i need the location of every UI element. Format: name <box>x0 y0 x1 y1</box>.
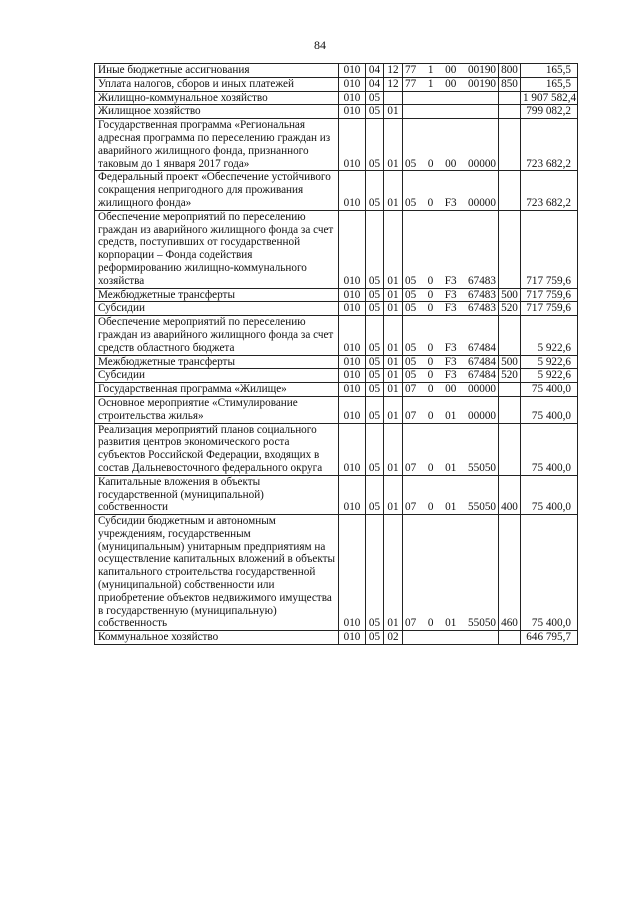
target-code-part: 55050 <box>468 461 496 474</box>
target-code-part: 55050 <box>468 617 496 630</box>
target-code-part: 00000 <box>468 383 496 396</box>
subsection-code: 01 <box>384 171 403 210</box>
target-article-code <box>403 631 499 645</box>
expense-type-code: 400 <box>499 475 521 514</box>
admin-code: 010 <box>339 77 366 91</box>
target-code-part: 0 <box>427 302 434 315</box>
section-code: 05 <box>366 423 384 475</box>
section-code: 05 <box>366 302 384 316</box>
subsection-code: 01 <box>384 105 403 119</box>
target-code-part: 0 <box>427 274 434 287</box>
target-article-code <box>403 105 499 119</box>
subsection-code: 01 <box>384 475 403 514</box>
target-code-part: 0 <box>427 288 434 301</box>
table-row <box>95 64 578 78</box>
target-code-part: 05 <box>405 157 417 170</box>
target-code-part: 00000 <box>468 196 496 209</box>
row-name: Обеспечение мероприятий по переселению граждан из аварийного жилищного фонда за счет средств, поступивших от государственной корпорации – Фонда содействия реформированию жилищно-коммунального хозяйства <box>95 210 339 288</box>
admin-code: 010 <box>339 288 366 302</box>
amount: 165,5 <box>521 64 578 78</box>
target-article-code <box>403 316 499 355</box>
expense-type-code <box>499 316 521 355</box>
amount: 799 082,2 <box>521 105 578 119</box>
amount: 717 759,6 <box>521 302 578 316</box>
section-code: 05 <box>366 288 384 302</box>
row-name: Жилищно-коммунальное хозяйство <box>95 91 339 105</box>
target-code-part: 01 <box>445 501 457 514</box>
target-article-code <box>403 355 499 369</box>
target-code-part: 01 <box>445 461 457 474</box>
amount: 646 795,7 <box>521 631 578 645</box>
target-code-part: 00000 <box>468 409 496 422</box>
table-row <box>95 77 578 91</box>
row-name: Субсидии <box>95 302 339 316</box>
target-code-part: 0 <box>427 501 434 514</box>
subsection-code: 01 <box>384 515 403 631</box>
amount: 165,5 <box>521 77 578 91</box>
target-article-code <box>403 119 499 171</box>
target-code-part: F3 <box>444 196 457 209</box>
amount: 75 400,0 <box>521 383 578 397</box>
target-code-part: 0 <box>427 383 434 396</box>
subsection-code: 12 <box>384 77 403 91</box>
table-row <box>95 210 578 288</box>
table-row <box>95 631 578 645</box>
expense-type-code <box>499 423 521 475</box>
target-code-part: 00 <box>445 383 457 396</box>
table-row <box>95 396 578 423</box>
subsection-code: 01 <box>384 355 403 369</box>
amount: 75 400,0 <box>521 423 578 475</box>
row-name: Государственная программа «Жилище» <box>95 383 339 397</box>
expense-type-code <box>499 396 521 423</box>
target-article-code <box>403 383 499 397</box>
admin-code: 010 <box>339 105 366 119</box>
row-name: Субсидии бюджетным и автономным учреждениям, государственным (муниципальным) унитарным предприятиям на осуществление капитальных вложений в объекты капитального строительства государственной (муниципальной) собственности или приобретение объектов недвижимого имущества в государственную (муниципальную) собственность <box>95 515 339 631</box>
table-row <box>95 91 578 105</box>
target-code-part: 07 <box>405 617 417 630</box>
target-code-part: 01 <box>445 617 457 630</box>
amount: 75 400,0 <box>521 396 578 423</box>
table-row <box>95 171 578 210</box>
row-name: Капитальные вложения в объекты государственной (муниципальной) собственности <box>95 475 339 514</box>
section-code: 05 <box>366 119 384 171</box>
subsection-code: 01 <box>384 210 403 288</box>
table-row <box>95 369 578 383</box>
target-article-code <box>403 396 499 423</box>
target-code-part: 0 <box>427 617 434 630</box>
admin-code: 010 <box>339 631 366 645</box>
admin-code: 010 <box>339 515 366 631</box>
table-row <box>95 316 578 355</box>
target-code-part: 00 <box>445 77 457 90</box>
amount: 75 400,0 <box>521 515 578 631</box>
amount: 5 922,6 <box>521 316 578 355</box>
amount: 723 682,2 <box>521 171 578 210</box>
target-code-part: 00000 <box>468 157 496 170</box>
row-name: Реализация мероприятий планов социального развития центров экономического роста субъектов Российской Федерации, входящих в состав Дальневосточного федерального округа <box>95 423 339 475</box>
section-code: 05 <box>366 105 384 119</box>
target-code-part: 1 <box>427 64 434 76</box>
row-name: Жилищное хозяйство <box>95 105 339 119</box>
target-code-part: 67484 <box>468 341 496 354</box>
target-code-part: 05 <box>405 341 417 354</box>
subsection-code <box>384 91 403 105</box>
expense-type-code <box>499 119 521 171</box>
target-code-part: 05 <box>405 369 417 382</box>
target-code-part: 05 <box>405 196 417 209</box>
admin-code: 010 <box>339 355 366 369</box>
row-name: Государственная программа «Региональная адресная программа по переселению граждан из аварийного жилищного фонда, признанного таковым до 1 января 2017 года» <box>95 119 339 171</box>
admin-code: 010 <box>339 210 366 288</box>
subsection-code: 01 <box>384 396 403 423</box>
section-code: 05 <box>366 316 384 355</box>
admin-code: 010 <box>339 369 366 383</box>
target-code-part: 05 <box>405 274 417 287</box>
target-code-part: 00190 <box>468 77 496 90</box>
expense-type-code <box>499 383 521 397</box>
target-code-part: 05 <box>405 288 417 301</box>
target-code-part: 67484 <box>468 355 496 368</box>
amount: 1 907 582,4 <box>521 91 578 105</box>
target-article-code <box>403 77 499 91</box>
expense-type-code: 500 <box>499 355 521 369</box>
target-code-part: 0 <box>427 196 434 209</box>
budget-table <box>94 63 578 645</box>
table-row <box>95 515 578 631</box>
target-code-part: 00 <box>445 157 457 170</box>
expense-type-code <box>499 210 521 288</box>
expense-type-code <box>499 105 521 119</box>
section-code: 05 <box>366 383 384 397</box>
amount: 75 400,0 <box>521 475 578 514</box>
table-row <box>95 475 578 514</box>
target-code-part: 0 <box>427 461 434 474</box>
section-code: 05 <box>366 210 384 288</box>
subsection-code: 01 <box>384 316 403 355</box>
row-name: Федеральный проект «Обеспечение устойчивого сокращения непригодного для проживания жилищного фонда» <box>95 171 339 210</box>
target-article-code <box>403 475 499 514</box>
row-name: Межбюджетные трансферты <box>95 288 339 302</box>
row-name: Уплата налогов, сборов и иных платежей <box>95 77 339 91</box>
row-name: Обеспечение мероприятий по переселению граждан из аварийного жилищного фонда за счет средств областного бюджета <box>95 316 339 355</box>
row-name: Основное мероприятие «Стимулирование строительства жилья» <box>95 396 339 423</box>
expense-type-code: 520 <box>499 302 521 316</box>
target-code-part: 07 <box>405 461 417 474</box>
admin-code: 010 <box>339 383 366 397</box>
expense-type-code <box>499 171 521 210</box>
amount: 5 922,6 <box>521 355 578 369</box>
expense-type-code: 800 <box>499 64 521 78</box>
admin-code: 010 <box>339 316 366 355</box>
subsection-code: 01 <box>384 383 403 397</box>
target-code-part: 07 <box>405 383 417 396</box>
expense-type-code: 460 <box>499 515 521 631</box>
target-code-part: F3 <box>444 341 457 354</box>
target-code-part: F3 <box>444 274 457 287</box>
target-code-part: 1 <box>427 77 434 90</box>
section-code: 05 <box>366 91 384 105</box>
target-article-code <box>403 369 499 383</box>
subsection-code: 02 <box>384 631 403 645</box>
table-row <box>95 355 578 369</box>
expense-type-code: 500 <box>499 288 521 302</box>
target-article-code <box>403 91 499 105</box>
row-name: Коммунальное хозяйство <box>95 631 339 645</box>
target-code-part: 05 <box>405 302 417 315</box>
table-row <box>95 105 578 119</box>
target-code-part: 67483 <box>468 302 496 315</box>
target-code-part: 67483 <box>468 274 496 287</box>
section-code: 05 <box>366 515 384 631</box>
target-code-part: 05 <box>405 355 417 368</box>
admin-code: 010 <box>339 91 366 105</box>
section-code: 05 <box>366 369 384 383</box>
table-row <box>95 288 578 302</box>
expense-type-code: 850 <box>499 77 521 91</box>
target-code-part: F3 <box>444 288 457 301</box>
table-row <box>95 302 578 316</box>
target-code-part: F3 <box>444 302 457 315</box>
amount: 723 682,2 <box>521 119 578 171</box>
amount: 5 922,6 <box>521 369 578 383</box>
target-article-code <box>403 171 499 210</box>
row-name: Межбюджетные трансферты <box>95 355 339 369</box>
subsection-code: 01 <box>384 119 403 171</box>
table-row <box>95 383 578 397</box>
target-code-part: 67484 <box>468 369 496 382</box>
admin-code: 010 <box>339 396 366 423</box>
target-code-part: 07 <box>405 501 417 514</box>
section-code: 05 <box>366 355 384 369</box>
amount: 717 759,6 <box>521 288 578 302</box>
target-article-code <box>403 64 499 78</box>
admin-code: 010 <box>339 423 366 475</box>
target-code-part: 0 <box>427 355 434 368</box>
section-code: 04 <box>366 77 384 91</box>
target-code-part: 00 <box>445 64 457 76</box>
admin-code: 010 <box>339 64 366 78</box>
expense-type-code <box>499 91 521 105</box>
subsection-code: 01 <box>384 423 403 475</box>
amount: 717 759,6 <box>521 210 578 288</box>
target-article-code <box>403 423 499 475</box>
target-code-part: F3 <box>444 355 457 368</box>
target-code-part: 67483 <box>468 288 496 301</box>
admin-code: 010 <box>339 475 366 514</box>
target-code-part: 00190 <box>468 64 496 76</box>
target-code-part: 0 <box>427 157 434 170</box>
section-code: 05 <box>366 171 384 210</box>
target-code-part: 07 <box>405 409 417 422</box>
admin-code: 010 <box>339 171 366 210</box>
section-code: 04 <box>366 64 384 78</box>
target-code-part: 01 <box>445 409 457 422</box>
page-number: 84 <box>314 38 326 52</box>
section-code: 05 <box>366 475 384 514</box>
target-code-part: F3 <box>444 369 457 382</box>
admin-code: 010 <box>339 302 366 316</box>
target-code-part: 77 <box>405 77 417 90</box>
expense-type-code: 520 <box>499 369 521 383</box>
target-code-part: 0 <box>427 369 434 382</box>
table-row <box>95 423 578 475</box>
target-article-code <box>403 210 499 288</box>
row-name: Иные бюджетные ассигнования <box>95 64 339 78</box>
target-article-code <box>403 288 499 302</box>
section-code: 05 <box>366 631 384 645</box>
subsection-code: 01 <box>384 369 403 383</box>
target-article-code <box>403 515 499 631</box>
subsection-code: 01 <box>384 302 403 316</box>
row-name: Субсидии <box>95 369 339 383</box>
table-row <box>95 119 578 171</box>
expense-type-code <box>499 631 521 645</box>
subsection-code: 12 <box>384 64 403 78</box>
target-code-part: 0 <box>427 409 434 422</box>
admin-code: 010 <box>339 119 366 171</box>
section-code: 05 <box>366 396 384 423</box>
subsection-code: 01 <box>384 288 403 302</box>
target-code-part: 77 <box>405 64 417 76</box>
target-code-part: 55050 <box>468 501 496 514</box>
target-article-code <box>403 302 499 316</box>
target-code-part: 0 <box>427 341 434 354</box>
